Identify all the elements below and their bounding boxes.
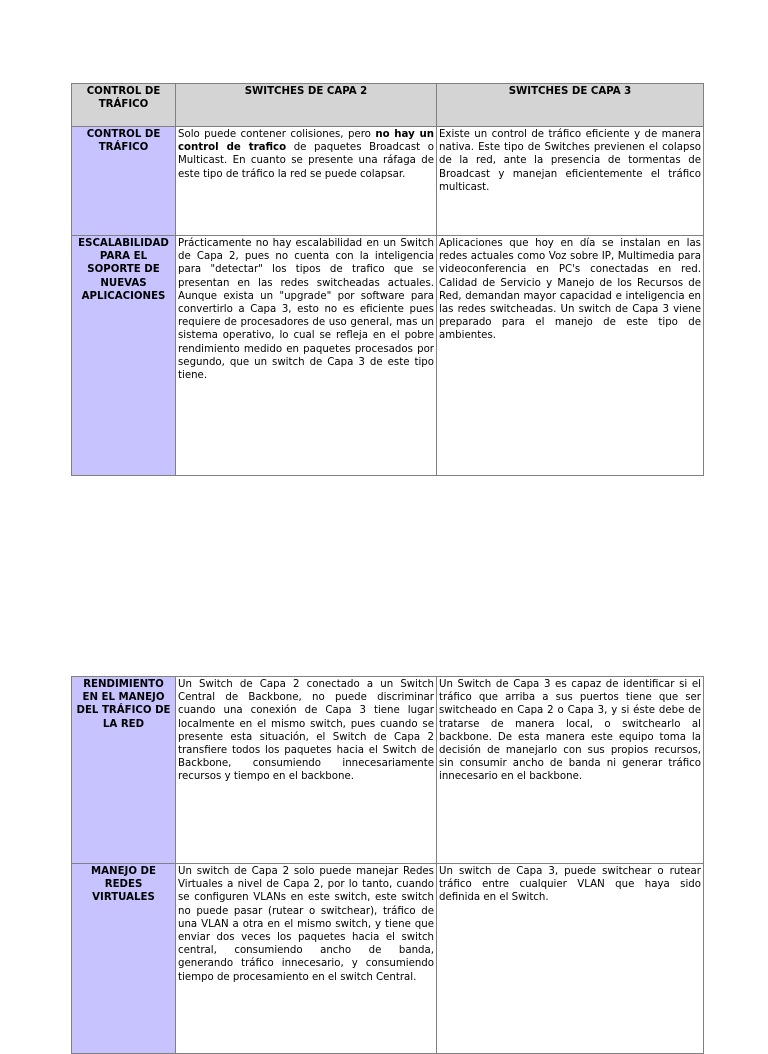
table-row — [72, 236, 704, 476]
comparison-table-2 — [71, 676, 704, 1054]
header-row — [72, 84, 704, 127]
comparison-table-1 — [71, 83, 704, 476]
row-label-rendimiento: RENDIMIENTO EN EL MANEJO DEL TRÁFICO DE LA RED — [72, 677, 176, 864]
capa3-cell: Aplicaciones que hoy en día se instalan en las redes actuales como Voz sobre IP, Multimedia para videoconferencia en PC's conectadas en red. Calidad de Servicio y Manejo de los Recursos de Red, demandan mayor capacidad e inteligencia en las redes switcheadas. Un switch de Capa 3 viene preparado para el manejo de este tipo de ambientes. — [437, 236, 704, 476]
header-cell-trafico: CONTROL DE TRÁFICO — [72, 84, 176, 127]
table-row — [72, 864, 704, 1054]
header-cell-capa3: SWITCHES DE CAPA 3 — [437, 84, 704, 127]
capa2-cell — [176, 127, 437, 236]
capa2-cell: Prácticamente no hay escalabilidad en un Switch de Capa 2, pues no cuenta con la inteligencia para "detectar" los tipos de trafico que se presentan en las redes switcheadas actuales. Aunque exista un "upgrade" por software para convertirlo a Capa 3, esto no es eficiente pues requiere de procesadores de uso general, mas un sistema operativo, lo cual se refleja en el pobre rendimiento medido en paquetes procesados por segundo, que un switch de Capa 3 de este tipo tiene. — [176, 236, 437, 476]
row-label-escalabilidad: ESCALABILIDAD PARA EL SOPORTE DE NUEVAS APLICACIONES — [72, 236, 176, 476]
capa2-text-bold: no hay un control de trafico — [178, 129, 434, 154]
capa3-cell: Un switch de Capa 3, puede switchear o rutear tráfico entre cualquier VLAN que haya sido definida en el Switch. — [437, 864, 704, 1054]
table-row — [72, 677, 704, 864]
capa3-cell: Un Switch de Capa 3 es capaz de identificar si el tráfico que arriba a sus puertos tiene que ser switcheado en Capa 2 o Capa 3, y si éste debe de tratarse de manera local, o switchearlo al backbone. De esta manera este equipo toma la decisión de manejarlo con sus propios recursos, sin consumir ancho de banda ni generar tráfico innecesario en el backbone. — [437, 677, 704, 864]
capa2-cell: Un Switch de Capa 2 conectado a un Switch Central de Backbone, no puede discriminar cuando una conexión de Capa 3 tiene lugar localmente en el mismo switch, pues cuando se presente esta situación, el Switch de Capa 2 transfiere todos los paquetes hacia el Switch de Backbone, consumiendo innecesariamente recursos y tiempo en el backbone. — [176, 677, 437, 864]
capa3-cell: Existe un control de tráfico eficiente y de manera nativa. Este tipo de Switches previenen el colapso de la red, ante la presencia de tormentas de Broadcast y manejan eficientemente el tráfico multicast. — [437, 127, 704, 236]
capa2-text-start: Solo puede contener colisiones, pero — [178, 129, 376, 140]
table-row — [72, 127, 704, 236]
capa2-cell: Un switch de Capa 2 solo puede manejar Redes Virtuales a nivel de Capa 2, por lo tanto, cuando se configuren VLANs en este switch, este switch no puede pasar (rutear o switchear), tráfico de una VLAN a otra en el mismo switch, y tiene que enviar dos veces los paquetes hacia el switch central, consumiendo ancho de banda, generando tráfico innecesario, y consumiendo tiempo de procesamiento en el switch Central. — [176, 864, 437, 1054]
capa2-text-end: de paquetes Broadcast o Multicast. En cuanto se presente una ráfaga de este tipo de tráfico la red se puede colapsar. — [178, 142, 435, 180]
row-label-redes-virtuales: MANEJO DE REDES VIRTUALES — [72, 864, 176, 1054]
row-label-control-trafico: CONTROL DE TRÁFICO — [72, 127, 176, 236]
header-cell-capa2: SWITCHES DE CAPA 2 — [176, 84, 437, 127]
